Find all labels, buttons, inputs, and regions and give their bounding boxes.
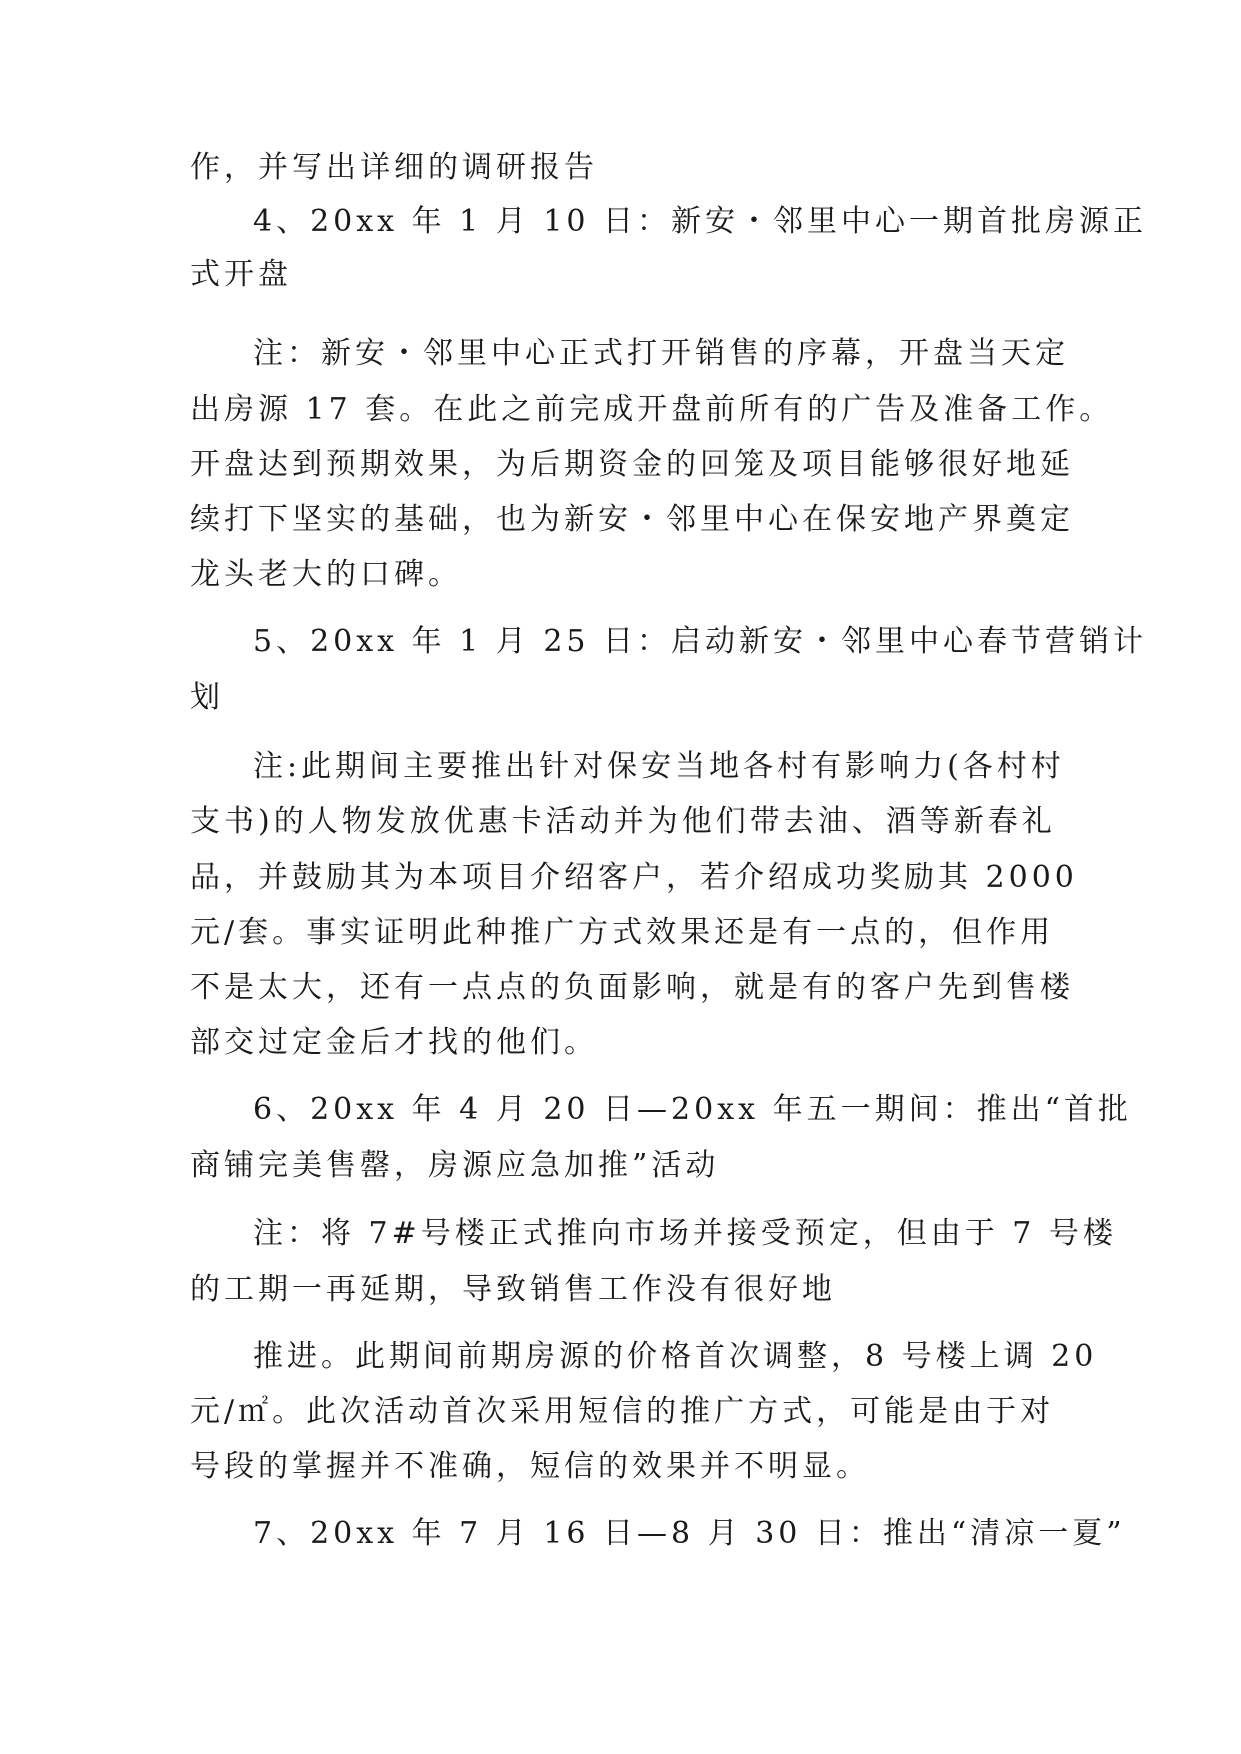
- text-line: 支书)的人物发放优惠卡活动并为他们带去油、酒等新春礼: [190, 804, 1056, 839]
- text-line: 推进。此期间前期房源的价格首次调整，8 号楼上调 20: [253, 1339, 1098, 1374]
- text-line: 注:此期间主要推出针对保安当地各村有影响力(各村村: [253, 749, 1065, 784]
- text-line: 划: [190, 680, 224, 715]
- text-line: 不是太大，还有一点点的负面影响，就是有的客户先到售楼: [190, 970, 1074, 1005]
- text-line: 号段的掌握并不准确，短信的效果并不明显。: [190, 1449, 870, 1484]
- text-line: 元/㎡。此次活动首次采用短信的推广方式，可能是由于对: [190, 1394, 1055, 1429]
- text-line: 出房源 17 套。在此之前完成开盘前所有的广告及准备工作。: [190, 392, 1114, 427]
- text-line: 7、20xx 年 7 月 16 日—8 月 30 日：推出“清凉一夏”: [253, 1516, 1126, 1551]
- text-line: 元/套。事实证明此种推广方式效果还是有一点的，但作用: [190, 915, 1055, 950]
- text-line: 部交过定金后才找的他们。: [190, 1025, 598, 1060]
- text-line: 品，并鼓励其为本项目介绍客户，若介绍成功奖励其 2000: [190, 860, 1078, 895]
- text-line: 作，并写出详细的调研报告: [190, 150, 598, 185]
- text-line: 龙头老大的口碑。: [190, 557, 462, 592]
- text-line: 的工期一再延期，导致销售工作没有很好地: [190, 1272, 836, 1307]
- text-line: 注：新安・邻里中心正式打开销售的序幕，开盘当天定: [253, 336, 1069, 371]
- text-line: 续打下坚实的基础，也为新安・邻里中心在保安地产界奠定: [190, 502, 1074, 537]
- text-line: 开盘达到预期效果，为后期资金的回笼及项目能够很好地延: [190, 447, 1074, 482]
- text-line: 式开盘: [190, 257, 292, 292]
- text-line: 商铺完美售罄，房源应急加推”活动: [190, 1148, 720, 1183]
- text-line: 注：将 7#号楼正式推向市场并接受预定，但由于 7 号楼: [253, 1216, 1117, 1251]
- text-line: 4、20xx 年 1 月 10 日：新安・邻里中心一期首批房源正: [253, 204, 1148, 239]
- text-line: 5、20xx 年 1 月 25 日：启动新安・邻里中心春节营销计: [253, 624, 1148, 659]
- text-line: 6、20xx 年 4 月 20 日—20xx 年五一期间：推出“首批: [253, 1092, 1132, 1127]
